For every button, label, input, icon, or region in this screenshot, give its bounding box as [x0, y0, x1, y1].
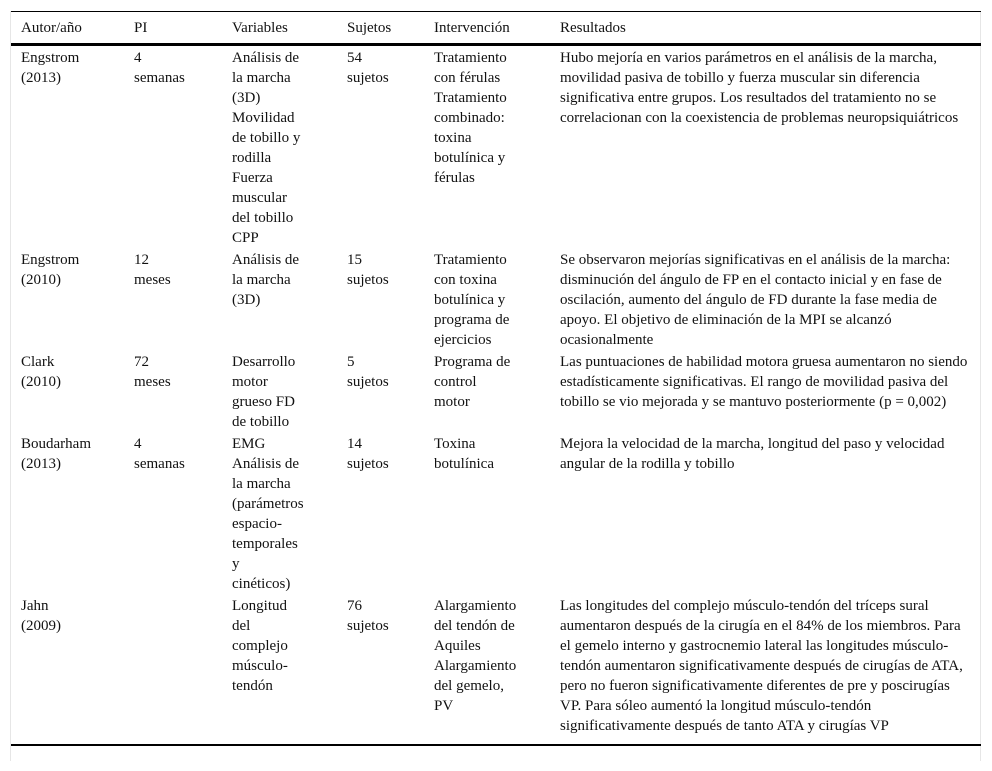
table-row: [11, 350, 981, 432]
cell-line: 72: [134, 354, 149, 370]
cell-line: (2013): [21, 70, 61, 86]
cell-line: Boudarham: [21, 436, 91, 452]
cell-line: Tratamiento: [434, 50, 507, 66]
cell-line: y: [232, 556, 240, 572]
cell-line: programa de: [434, 312, 510, 328]
cell-line: botulínica y: [434, 150, 506, 166]
cell-line: combinado:: [434, 110, 505, 126]
cell-line: Análisis de: [232, 456, 300, 472]
cell-line: Tratamiento: [434, 90, 507, 106]
header-pi: PI: [124, 12, 222, 45]
cell-line: motor: [434, 394, 470, 410]
table-row: [11, 45, 981, 249]
header-sujetos: Sujetos: [337, 12, 424, 45]
cell-line: Programa de: [434, 354, 511, 370]
cell-line: Clark: [21, 354, 55, 370]
cell-line: Fuerza: [232, 170, 273, 186]
cell-resultados: Hubo mejoría en varios parámetros en el análisis de la marcha, movilidad pasiva de tobillo y fuerza muscular sin diferencia significativa entre grupos. Los resultados del tratamiento no se correlacionan con la coexistencia de problemas neuropsiquiátricos: [560, 50, 959, 126]
cell-line: motor: [232, 374, 268, 390]
cell-line: (2013): [21, 456, 61, 472]
cell-sujetos: [337, 350, 424, 432]
cell-resultados: Mejora la velocidad de la marcha, longitud del paso y velocidad angular de la rodilla y tobillo: [560, 436, 945, 472]
table-header-row: [11, 12, 981, 45]
cell-line: 5: [347, 354, 355, 370]
cell-line: Longitud: [232, 598, 287, 614]
cell-line: (3D): [232, 292, 261, 308]
header-variables: Variables: [222, 12, 337, 45]
cell-sujetos: [337, 432, 424, 594]
cell-line: tendón: [232, 678, 273, 694]
cell-pi: [124, 248, 222, 350]
cell-intervencion: [424, 594, 550, 745]
cell-pi: [124, 45, 222, 249]
cell-line: semanas: [134, 70, 185, 86]
cell-line: la marcha: [232, 272, 291, 288]
cell-line: 76: [347, 598, 362, 614]
cell-line: muscular: [232, 190, 287, 206]
cell-line: semanas: [134, 456, 185, 472]
cell-line: (2010): [21, 374, 61, 390]
cell-intervencion: [424, 432, 550, 594]
cell-line: 14: [347, 436, 362, 452]
table-row: [11, 248, 981, 350]
cell-line: del tendón de: [434, 618, 515, 634]
cell-line: complejo: [232, 638, 288, 654]
table-row: [11, 432, 981, 594]
cell-line: 4: [134, 50, 142, 66]
cell-line: cinéticos): [232, 576, 291, 592]
cell-line: CPP: [232, 230, 259, 246]
cell-variables: [222, 350, 337, 432]
cell-line: Engstrom: [21, 252, 80, 268]
cell-line: (parámetros: [232, 496, 304, 512]
cell-pi: [124, 350, 222, 432]
header-resultados: Resultados: [550, 12, 981, 45]
cell-sujetos: [337, 45, 424, 249]
cell-variables: [222, 432, 337, 594]
cell-line: sujetos: [347, 272, 389, 288]
cell-line: grueso FD: [232, 394, 295, 410]
cell-resultados: Las longitudes del complejo músculo-tendón del tríceps sural aumentaron después de la cirugía en el 84% de los miembros. Para el gemelo interno y gastrocnemio lateral las longitudes músculo-tendón aumentaron significativamente después de cirugías de ATA, pero no fueron significativamente diferentes de pre y poscirugías VP. Para sóleo aumentó la longitud músculo-tendón significativamente después de tanto ATA y cirugías VP: [550, 594, 981, 745]
cell-line: Movilidad: [232, 110, 295, 126]
cell-line: sujetos: [347, 374, 389, 390]
cell-pi: [124, 594, 222, 745]
cell-line: 15: [347, 252, 362, 268]
cell-line: Tratamiento: [434, 252, 507, 268]
cell-line: férulas: [434, 170, 475, 186]
cell-line: del gemelo,: [434, 678, 504, 694]
table-row: [11, 594, 981, 745]
cell-line: Análisis de: [232, 252, 300, 268]
studies-table: [11, 11, 981, 746]
cell-intervencion: [424, 350, 550, 432]
cell-line: sujetos: [347, 70, 389, 86]
cell-line: temporales: [232, 536, 298, 552]
cell-line: (2009): [21, 618, 61, 634]
cell-line: ejercicios: [434, 332, 492, 348]
cell-autor: [11, 248, 124, 350]
cell-line: de tobillo y: [232, 130, 301, 146]
cell-line: Alargamiento: [434, 658, 517, 674]
cell-line: Toxina: [434, 436, 476, 452]
cell-resultados: Las puntuaciones de habilidad motora gruesa aumentaron no siendo estadísticamente significativas. El rango de movilidad pasiva del tobillo se vio mejorada y se mantuvo posteriormente (p = 0,002): [560, 354, 968, 410]
cell-line: con férulas: [434, 70, 501, 86]
cell-line: Alargamiento: [434, 598, 517, 614]
cell-line: (3D): [232, 90, 261, 106]
cell-resultados: Se observaron mejorías significativas en el análisis de la marcha: disminución del ángulo de FP en el contacto inicial y en fase de oscilación, aumento del ángulo de FD durante la fase media de apoyo. El objetivo de eliminación de la MPI se alcanzó ocasionalmente: [560, 252, 951, 348]
cell-variables: [222, 248, 337, 350]
cell-line: 12: [134, 252, 149, 268]
cell-autor: [11, 45, 124, 249]
cell-line: del tobillo: [232, 210, 294, 226]
cell-line: con toxina: [434, 272, 497, 288]
cell-sujetos: [337, 594, 424, 745]
cell-line: de tobillo: [232, 414, 290, 430]
cell-variables: [222, 594, 337, 745]
cell-line: espacio-: [232, 516, 282, 532]
cell-intervencion: [424, 248, 550, 350]
cell-line: botulínica: [434, 456, 494, 472]
cell-line: (2010): [21, 272, 61, 288]
cell-line: del: [232, 618, 251, 634]
cell-line: rodilla: [232, 150, 272, 166]
cell-line: meses: [134, 272, 171, 288]
cell-autor: [11, 594, 124, 745]
cell-line: Desarrollo: [232, 354, 296, 370]
cell-line: 54: [347, 50, 362, 66]
cell-line: Jahn: [21, 598, 49, 614]
header-intervencion: Intervención: [424, 12, 550, 45]
cell-line: 4: [134, 436, 142, 452]
cell-line: meses: [134, 374, 171, 390]
cell-pi: [124, 432, 222, 594]
cell-line: botulínica y: [434, 292, 506, 308]
cell-line: sujetos: [347, 456, 389, 472]
cell-intervencion: [424, 45, 550, 249]
cell-line: toxina: [434, 130, 472, 146]
cell-line: Engstrom: [21, 50, 80, 66]
cell-line: la marcha: [232, 70, 291, 86]
cell-autor: [11, 350, 124, 432]
cell-line: PV: [434, 698, 454, 714]
cell-line: sujetos: [347, 618, 389, 634]
cell-sujetos: [337, 248, 424, 350]
cell-line: la marcha: [232, 476, 291, 492]
cell-line: músculo-: [232, 658, 288, 674]
cell-line: Análisis de: [232, 50, 300, 66]
header-autor: Autor/año: [11, 12, 124, 45]
cell-line: Aquiles: [434, 638, 481, 654]
cell-line: control: [434, 374, 477, 390]
cell-line: EMG: [232, 436, 266, 452]
cell-autor: [11, 432, 124, 594]
cell-variables: [222, 45, 337, 249]
